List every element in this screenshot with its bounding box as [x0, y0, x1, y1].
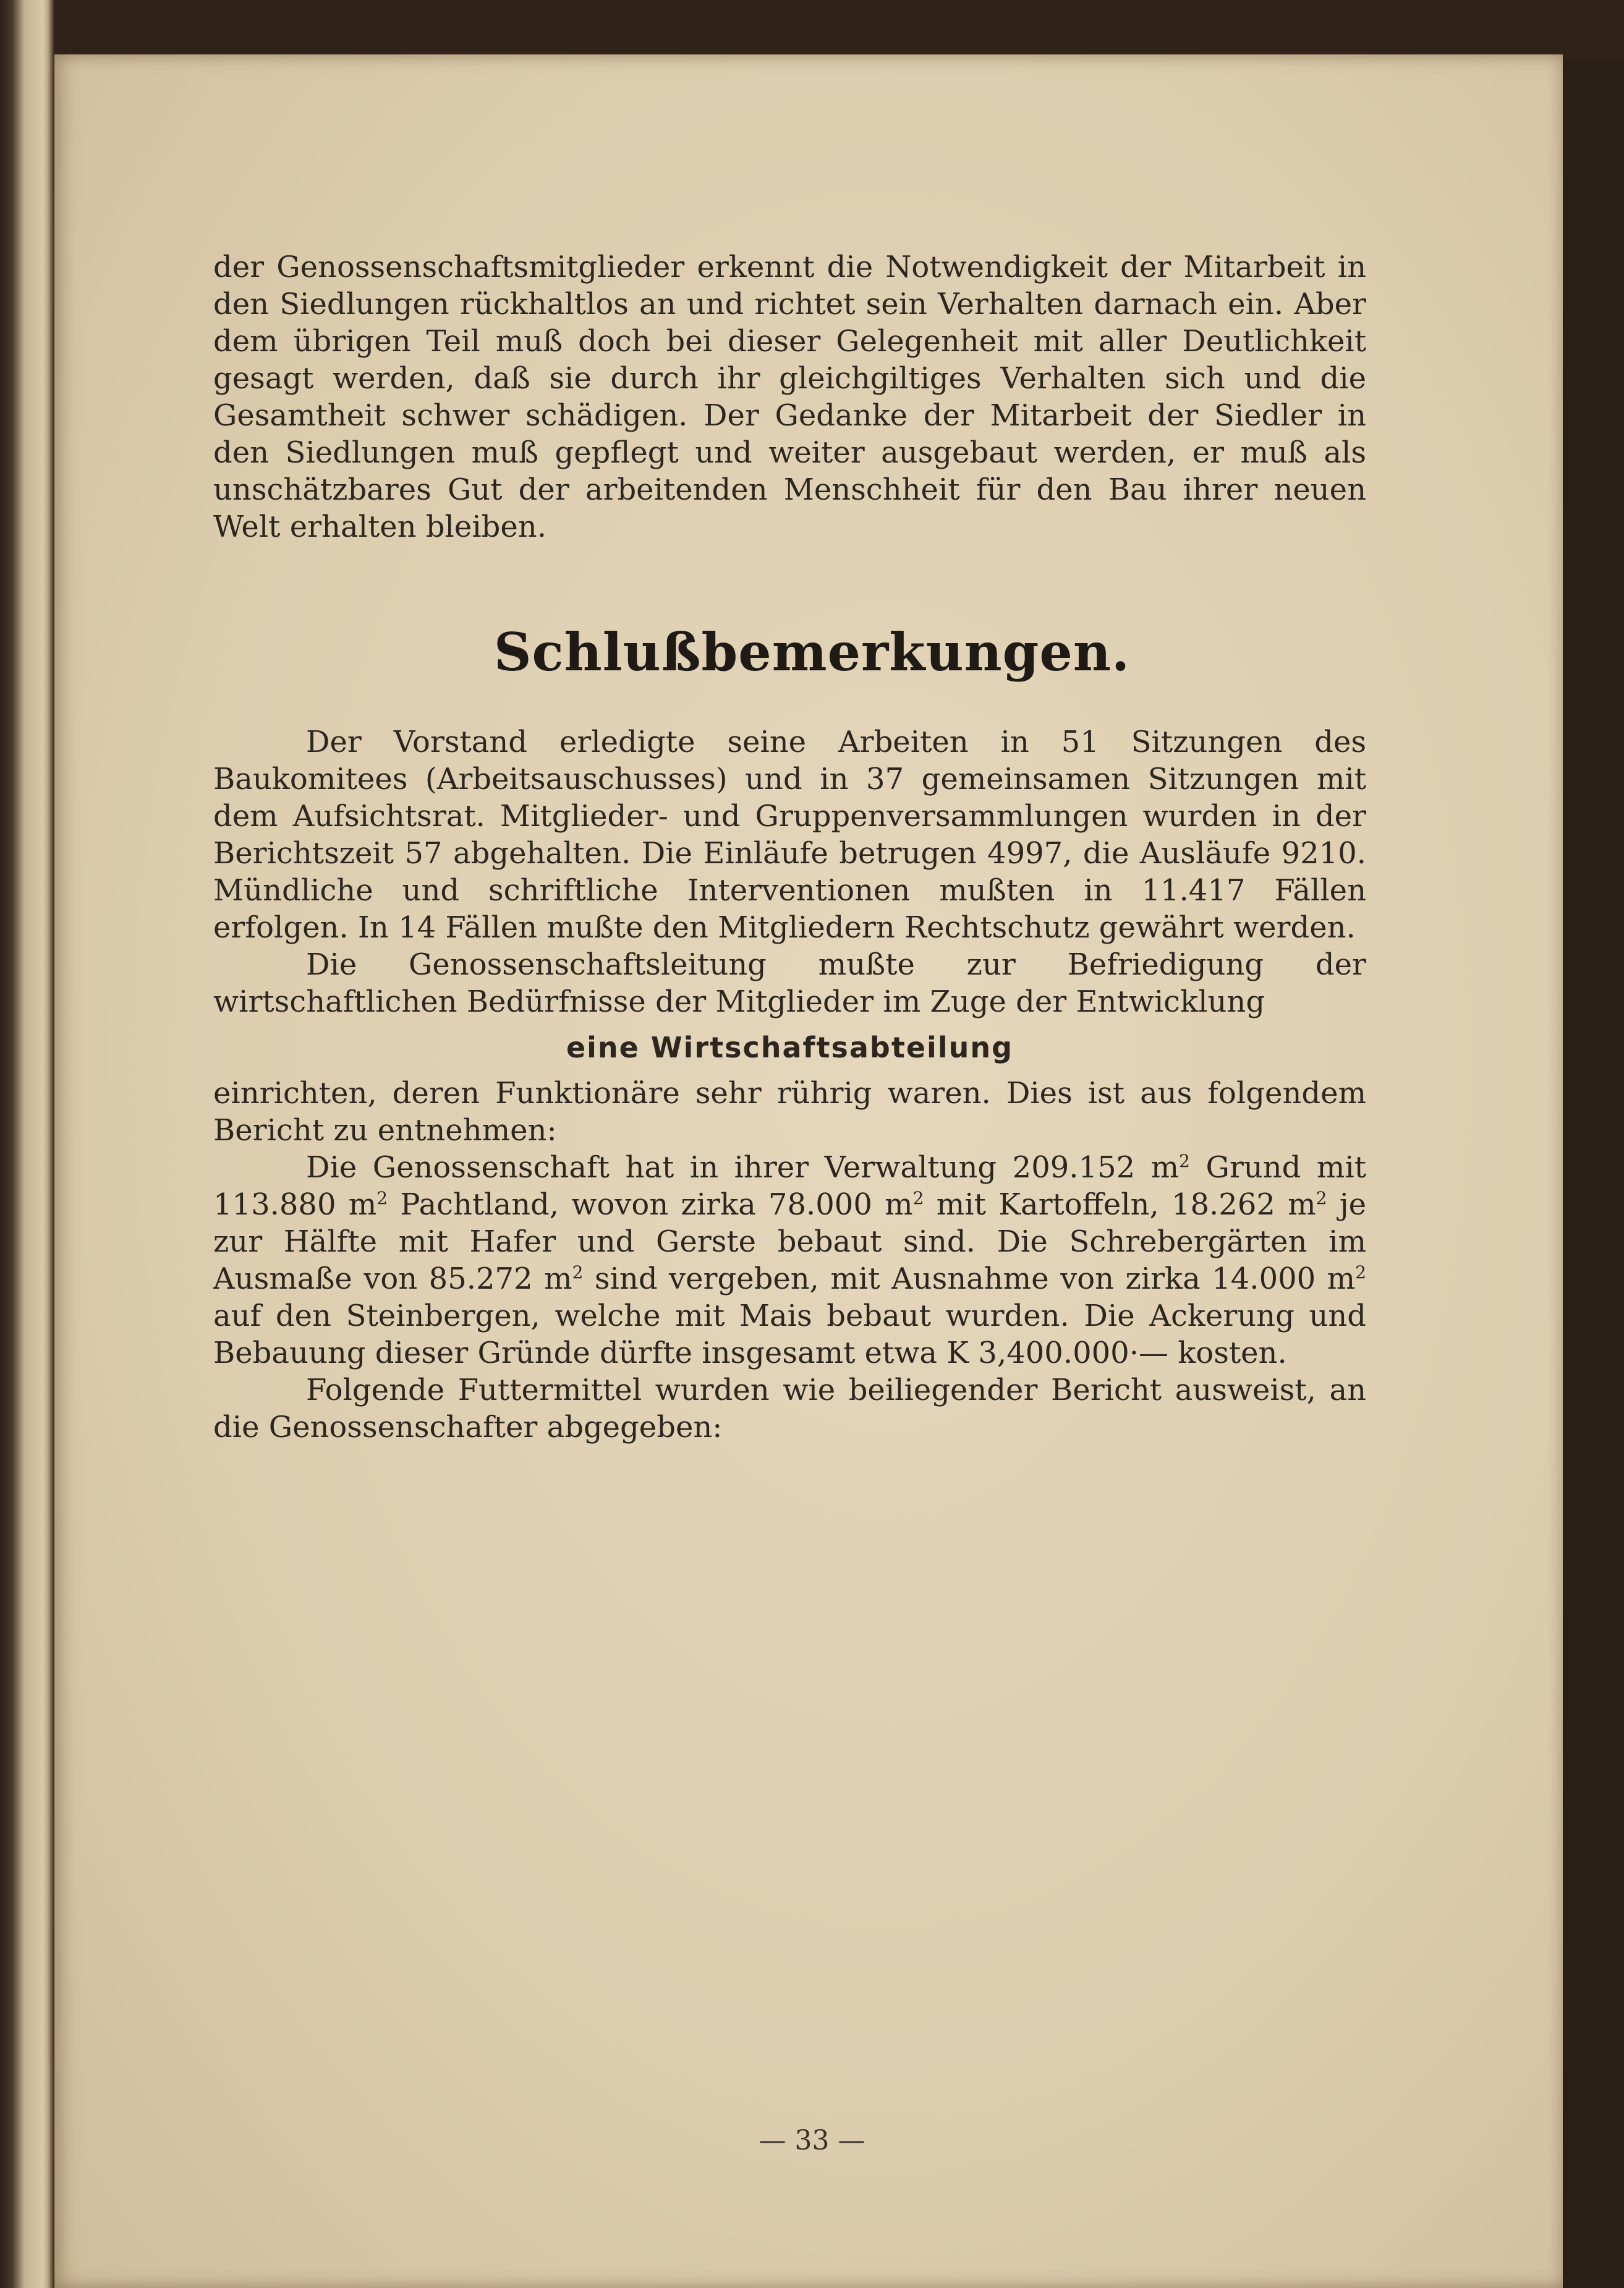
- subheading-wirtschaftsabteilung: eine Wirtschaftsabteilung: [566, 1031, 1014, 1064]
- grund-text-5: je zur Hälfte mit Hafer und Gerste bebaut sind. Die Schrebergärten im Ausmaße von 85.272 m: [213, 1187, 1367, 1296]
- paragraph-einrichten: einrichten, deren Funktionäre sehr rührig waren. Dies ist aus folgendem Bericht zu entnehmen:: [213, 1076, 1366, 1148]
- superscript-2: 2: [376, 1188, 388, 1208]
- paragraph-futter: Folgende Futtermittel wurden wie beiliegender Bericht ausweist, an die Genossenschafter abgegeben:: [213, 1373, 1366, 1445]
- grund-text-1: Die Genossenschaft hat in ihrer Verwaltung 209.152 m: [306, 1150, 1180, 1185]
- paragraph-leitung: Die Genossenschaftsleitung mußte zur Befriedigung der wirtschaftlichen Bedürfnisse der Mitglieder im Zuge der Entwicklung: [213, 947, 1366, 1019]
- paragraph-vorstand: Der Vorstand erledigte seine Arbeiten in 51 Sitzungen des Baukomitees (Arbeitsauschusses) und in 37 gemeinsamen Sitzungen mit dem Aufsichtsrat. Mitglieder- und Gruppenversammlungen wurden in der Berichtszeit 57 abgehalten. Die Einläufe betrugen 4997, die Ausläufe 9210. Mündliche und schriftliche Interventionen mußten in 11.417 Fällen erfolgen. In 14 Fällen mußte den Mitgliedern Rechtschutz gewährt werden.: [213, 725, 1366, 945]
- grund-text-7: auf den Steinbergen, welche mit Mais bebaut wurden. Die Ackerung und Bebauung dieser Gründe dürfte insgesamt etwa K 3,400.000·— kosten.: [213, 1299, 1366, 1370]
- page-number: — 33 —: [759, 2125, 865, 2156]
- superscript-2: 2: [912, 1188, 924, 1208]
- book-edge: [1563, 62, 1624, 2288]
- grund-text-6: sind vergeben, mit Ausnahme von zirka 14.000 m: [583, 1261, 1356, 1296]
- paragraph-text: der Genossenschaftsmitglieder erkennt die Notwendigkeit der Mitarbeit in den Siedlungen rückhaltlos an und richtet sein Verhalten darnach ein. Aber dem übrigen Teil muß doch bei dieser Gelegenheit mit aller Deutlichkeit gesagt werden, daß sie durch ihr gleichgiltiges Verhalten sich und die Gesamtheit schwer schädigen. Der Gedanke der Mitarbeit der Siedler in den Siedlungen muß gepflegt und weiter ausgebaut werden, er muß als unschätzbares Gut der arbeitenden Menschheit für den Bau ihrer neuen Welt erhalten bleiben.: [213, 250, 1366, 544]
- superscript-2: 2: [1179, 1151, 1190, 1171]
- superscript-2: 2: [572, 1262, 584, 1283]
- paragraph-grund: [213, 1149, 1366, 1372]
- closing-remarks-section: [213, 724, 1366, 1446]
- grund-text-2: Grund mit 113.880 m: [213, 1150, 1367, 1222]
- section-heading: Schlußbemerkungen.: [493, 621, 1131, 683]
- grund-text-3: Pachtland, wovon zirka 78.000 m: [388, 1187, 913, 1222]
- superscript-2: 2: [1355, 1262, 1367, 1283]
- superscript-2: 2: [1316, 1188, 1327, 1208]
- continuation-paragraph: [213, 249, 1366, 545]
- grund-text-4: mit Kartoffeln, 18.262 m: [924, 1187, 1316, 1222]
